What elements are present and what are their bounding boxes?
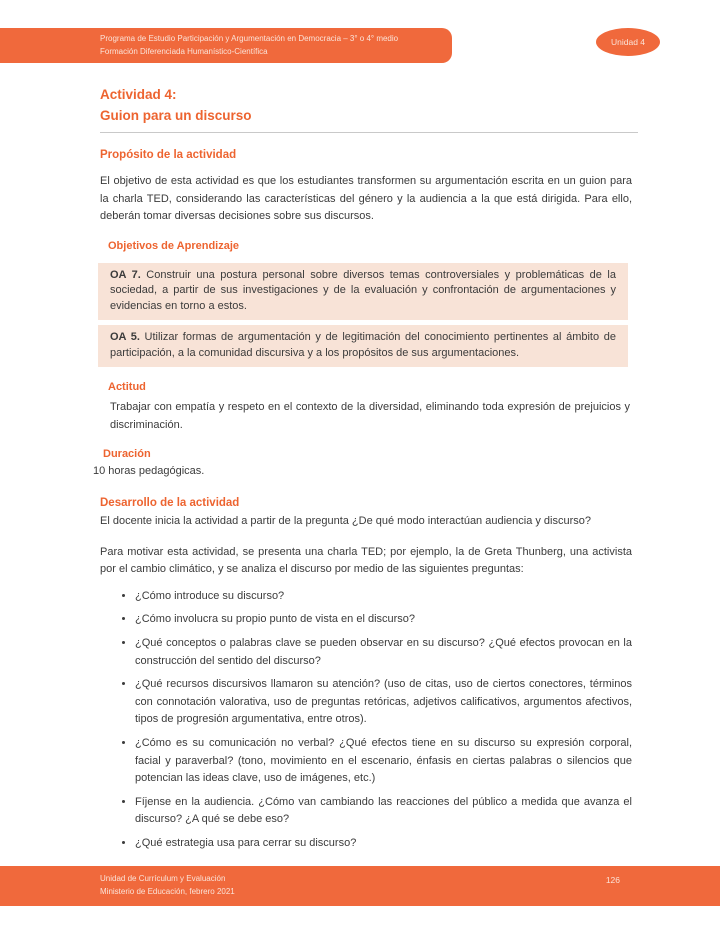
desarrollo-intro-paragraph: El docente inicia la actividad a partir de la pregunta ¿De qué modo interactúan audiencia y discurso?: [100, 515, 592, 528]
section-heading-proposito: Propósito de la actividad: [100, 149, 237, 161]
question-item: • ¿Qué recursos discursivos llamaron su atención? (uso de citas, uso de ciertos conectores, términos con connotación valorativa, uso de preguntas retóricas, adjetivos calificativos, argumentos afectivos, tipos de progresión argumentativa, entre otros).: [135, 676, 632, 729]
activity-title: [100, 84, 632, 126]
section-heading-actitud: Actitud: [108, 381, 146, 394]
section-heading-duracion: Duración: [103, 448, 151, 461]
page-content: [93, 84, 632, 859]
footer-org-line1: Unidad de Currículum y Evaluación: [100, 874, 226, 883]
section-heading-desarrollo: Desarrollo de la actividad: [100, 497, 240, 510]
title-divider: [100, 132, 638, 133]
activity-title-line2: Guion para un discurso: [100, 108, 252, 123]
proposito-paragraph: El objetivo de esta actividad es que los estudiantes transformen su argumentación escrita en un guion para la charla TED, considerando las características del género y la audiencia a la que está dirigida. Para ello, deberán tomar diversas decisiones sobre sus discursos.: [100, 175, 632, 223]
program-title-line: Programa de Estudio Participación y Argumentación en Democracia – 3° o 4° medio: [100, 34, 399, 43]
questions-list: [100, 588, 632, 853]
oa-box-5: [98, 325, 628, 367]
oa-7-label: OA 7.: [110, 268, 141, 281]
oa-5-text: Utilizar formas de argumentación y de legitimación del conocimiento pertinentes al ámbito de participación, a la comunidad discursiva y a los propósitos de sus argumentaciones.: [110, 331, 616, 359]
oa-5-label: OA 5.: [110, 331, 140, 344]
footer-org-line2: Ministerio de Educación, febrero 2021: [100, 887, 235, 896]
oa-box-7: [98, 263, 628, 321]
question-item: • ¿Cómo involucra su propio punto de vista en el discurso?: [135, 611, 632, 629]
question-item: • ¿Qué estrategia usa para cerrar su discurso?: [135, 835, 632, 853]
section-heading-objetivos: Objetivos de Aprendizaje: [108, 239, 240, 252]
activity-title-line1: Actividad 4:: [100, 87, 177, 102]
question-item: • ¿Qué conceptos o palabras clave se pueden observar en su discurso? ¿Qué efectos provocan en la construcción del sentido del discurso?: [135, 635, 632, 670]
question-item: • ¿Cómo es su comunicación no verbal? ¿Qué efectos tiene en su discurso su expresión corporal, facial y paraverbal? (tono, movimiento en el escenario, énfasis en ciertas palabras o silencios que potencian las ideas clave, uso de imágenes, etc.): [135, 735, 632, 788]
question-item: • Fíjense en la audiencia. ¿Cómo van cambiando las reacciones del público a medida que avanza el discurso? ¿A qué se debe eso?: [135, 794, 632, 829]
actitud-paragraph: Trabajar con empatía y respeto en el contexto de la diversidad, eliminando toda expresión de prejuicios y discriminación.: [110, 401, 630, 431]
program-header-band: [0, 28, 452, 63]
footer-organization: [100, 872, 235, 906]
desarrollo-motivation-paragraph: Para motivar esta actividad, se presenta una charla TED; por ejemplo, la de Greta Thunberg, una activista por el cambio climático, y se analiza el discurso por medio de las siguientes preguntas:: [100, 545, 632, 576]
question-item: • ¿Cómo introduce su discurso?: [135, 588, 632, 606]
program-subtitle-line: Formación Diferenciada Humanístico-Científica: [100, 47, 268, 56]
duracion-paragraph: 10 horas pedagógicas.: [93, 465, 205, 478]
page-footer-band: [0, 866, 720, 906]
unit-badge: Unidad 4: [596, 28, 660, 56]
page-number: 126: [605, 875, 620, 885]
oa-7-text: Construir una postura personal sobre diversos temas controversiales y problemáticas de la sociedad, a partir de sus investigaciones y de la evaluación y confrontación de argumentaciones y evidencias en torno a estos.: [110, 268, 616, 312]
